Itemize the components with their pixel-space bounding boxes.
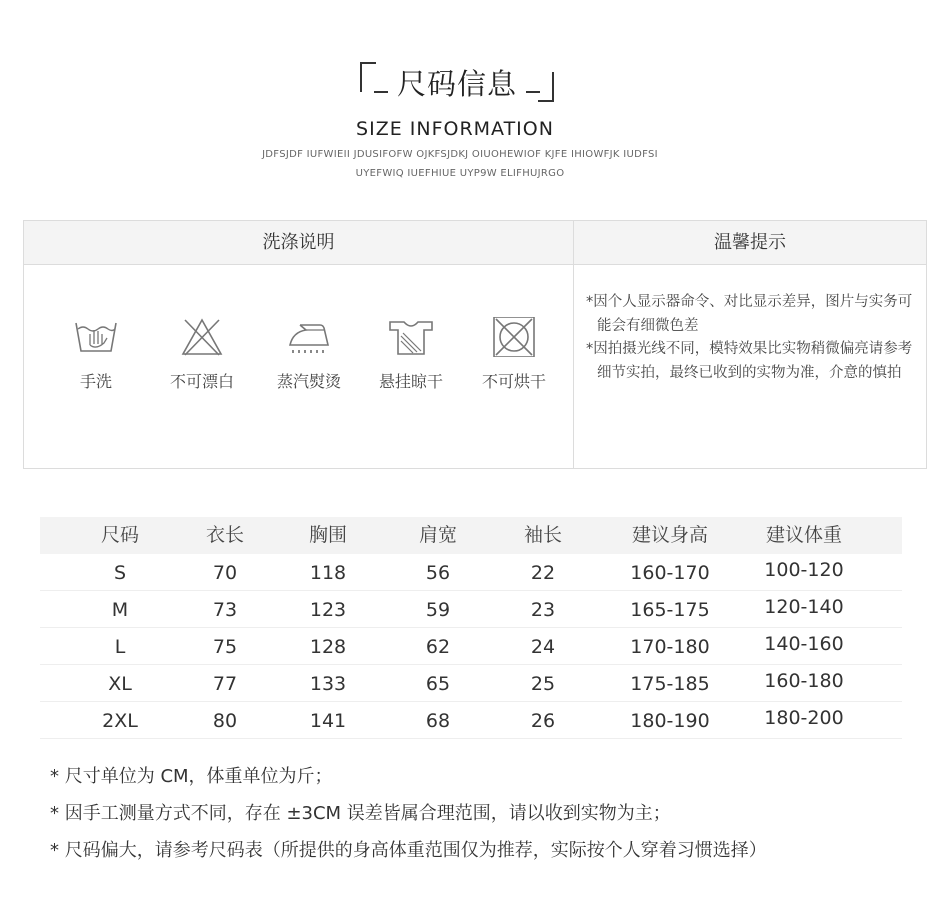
table-row [40, 702, 902, 739]
sleeve-cell: 25 [530, 673, 556, 695]
care-label: 悬挂晾干 [378, 372, 443, 391]
size-table-header [40, 517, 902, 554]
care-item-hand-wash [46, 317, 146, 392]
section-title: 尺码信息 [396, 67, 517, 101]
header-cell: 建议体重 [765, 524, 842, 546]
shoulder-cell: 56 [425, 562, 451, 584]
height-cell: 180-190 [630, 710, 710, 732]
care-label: 蒸汽熨烫 [276, 372, 341, 391]
weight-cell: 100-120 [764, 559, 844, 581]
size-table [40, 517, 902, 739]
weight-cell: 140-160 [764, 633, 844, 655]
care-label: 手洗 [79, 372, 112, 391]
header-cell: 衣长 [205, 524, 244, 546]
care-heading: 洗涤说明 [262, 232, 335, 253]
care-item-steam-iron [259, 317, 359, 392]
sleeve-cell: 23 [530, 599, 556, 621]
size-cell: 2XL [102, 710, 138, 732]
decorative-text-line-1: JDFSJDF IUFWIEII JDUSIFOFW OJKFSJDKJ OIUOHEWIOF KJFE IHIOWFJK IUDFSI [262, 149, 658, 160]
header-cell: 袖长 [523, 524, 562, 546]
weight-cell: 120-140 [764, 596, 844, 618]
chest-cell: 141 [309, 710, 347, 732]
care-label: 不可烘干 [481, 372, 546, 391]
note-line: * 尺码偏大，请参考尺码表（所提供的身高体重范围仅为推荐，实际按个人穿着习惯选择） [50, 840, 767, 861]
care-label: 不可漂白 [169, 372, 234, 391]
size-cell: S [113, 562, 127, 584]
header-cell: 胸围 [308, 524, 347, 546]
table-row [40, 665, 902, 702]
hand-wash-icon [73, 317, 119, 357]
size-notes [50, 763, 930, 874]
sleeve-cell: 22 [530, 562, 556, 584]
note-line: * 因手工测量方式不同，存在 ±3CM 误差皆属合理范围，请以收到实物为主； [50, 803, 671, 824]
tip-line: *因个人显示器命令、对比显示差异，图片与实务可能会有细微色差 [586, 294, 913, 334]
care-tips-panel [23, 220, 927, 469]
steam-iron-icon [286, 317, 332, 357]
chest-cell: 133 [309, 673, 347, 695]
header-cell: 尺码 [100, 524, 139, 546]
chest-cell: 123 [309, 599, 347, 621]
care-item-no-bleach [152, 317, 252, 392]
shoulder-cell: 65 [425, 673, 451, 695]
length-cell: 70 [212, 562, 238, 584]
height-cell: 160-170 [630, 562, 710, 584]
sleeve-cell: 24 [530, 636, 556, 658]
table-row [40, 554, 902, 591]
tips-heading: 温馨提示 [714, 232, 786, 253]
length-cell: 73 [212, 599, 238, 621]
header-cell: 肩宽 [418, 524, 457, 546]
care-item-no-tumble-dry [464, 317, 564, 392]
weight-cell: 180-200 [764, 707, 844, 729]
care-item-hang-dry [361, 317, 461, 392]
shoulder-cell: 62 [425, 636, 451, 658]
section-title-frame [360, 62, 554, 102]
section-subtitle: SIZE INFORMATION [356, 118, 554, 140]
height-cell: 165-175 [630, 599, 710, 621]
table-row [40, 591, 902, 628]
decorative-text-line-2: UYEFWIQ IUEFHIUE UYP9W ELIFHUJRGO [355, 168, 565, 179]
no-tumble-dry-icon [491, 317, 537, 357]
tip-line: *因拍摄光线不同，模特效果比实物稍微偏亮请参考细节实拍，最终已收到的实物为准，介意的慎拍 [586, 341, 913, 381]
note-line: * 尺寸单位为 CM，体重单位为斤； [50, 766, 333, 787]
no-bleach-icon [179, 317, 225, 357]
size-cell: XL [108, 673, 132, 695]
tips-text [586, 291, 926, 385]
shoulder-cell: 68 [425, 710, 451, 732]
height-cell: 170-180 [630, 636, 710, 658]
chest-cell: 128 [309, 636, 347, 658]
length-cell: 80 [212, 710, 238, 732]
header-cell: 建议身高 [631, 524, 708, 546]
length-cell: 77 [212, 673, 238, 695]
size-cell: M [111, 599, 129, 621]
table-row [40, 628, 902, 665]
sleeve-cell: 26 [530, 710, 556, 732]
hang-dry-icon [387, 317, 435, 357]
shoulder-cell: 59 [425, 599, 451, 621]
weight-cell: 160-180 [764, 670, 844, 692]
size-cell: L [114, 636, 126, 658]
length-cell: 75 [212, 636, 238, 658]
height-cell: 175-185 [630, 673, 710, 695]
chest-cell: 118 [309, 562, 347, 584]
